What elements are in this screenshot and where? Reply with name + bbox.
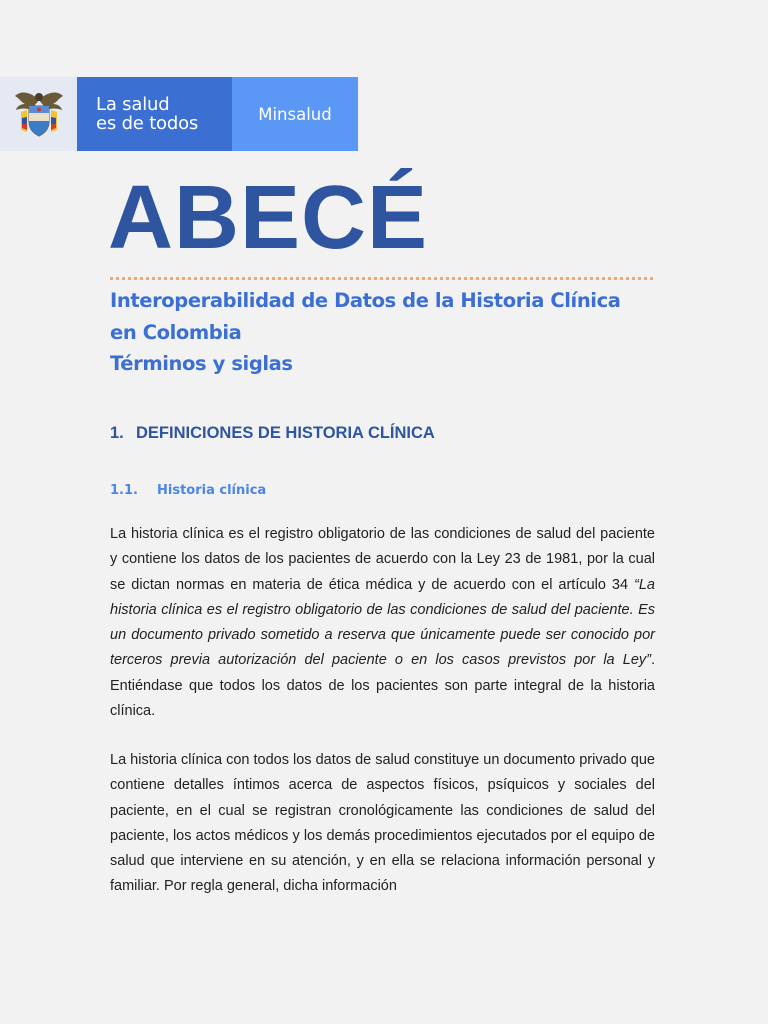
header-banner [0,77,358,151]
dotted-divider [110,277,653,280]
slogan-line-2: es de todos [96,113,199,134]
document-subtitle [110,285,621,380]
subsection-title: Historia clínica [157,483,267,498]
subtitle-line-1: Interoperabilidad de Datos de la Historia Clínica [110,289,621,312]
subtitle-line-2: en Colombia [110,320,242,344]
paragraph-2: La historia clínica con todos los datos de salud constituye un documento privado que contiene detalles íntimos acerca de aspectos físicos, psíquicos y sociales del paciente, en el cual se registran cronológicamente las condiciones de salud del paciente, los actos médicos y los demás procedimientos ejecutados por el equipo de salud que interviene en su atención, y en ella se relaciona información personal y familiar. Por regla general, dicha información [110,752,655,895]
brand-name: Minsalud [258,104,332,124]
paragraph-1-quote: “La historia clínica es el registro obligatorio de las condiciones de salud del paciente. Es un documento privado sometido a reserva que únicamente puede ser conocido por terceros previa autorización del paciente o en los casos previstos por la Ley” [110,576,655,669]
subsection-heading [110,483,266,498]
paragraph-1-part-2: . Entiéndase que todos los datos de los pacientes son parte integral de la historia clínica. [110,652,655,720]
document-title: ABECÉ [108,168,429,268]
subtitle-line-3: Términos y siglas [110,352,293,375]
slogan-line-1: La salud [96,94,170,115]
slogan-block [77,77,232,151]
subsection-number: 1.1. [110,483,138,498]
section-number: 1. [110,424,124,442]
colombia-coat-of-arms-icon [13,86,65,142]
section-heading [110,424,435,443]
section-title: DEFINICIONES DE HISTORIA CLÍNICA [136,424,435,442]
brand-block [232,77,358,151]
paragraph-1-part-1: La historia clínica es el registro obligatorio de las condiciones de salud del paciente y contiene los datos de los pacientes de acuerdo con la Ley 23 de 1981, por la cual se dictan normas en materia de ética médica y de acuerdo con el artículo 34 [110,526,655,593]
seal-container [0,77,77,151]
paragraph-1 [110,522,655,724]
